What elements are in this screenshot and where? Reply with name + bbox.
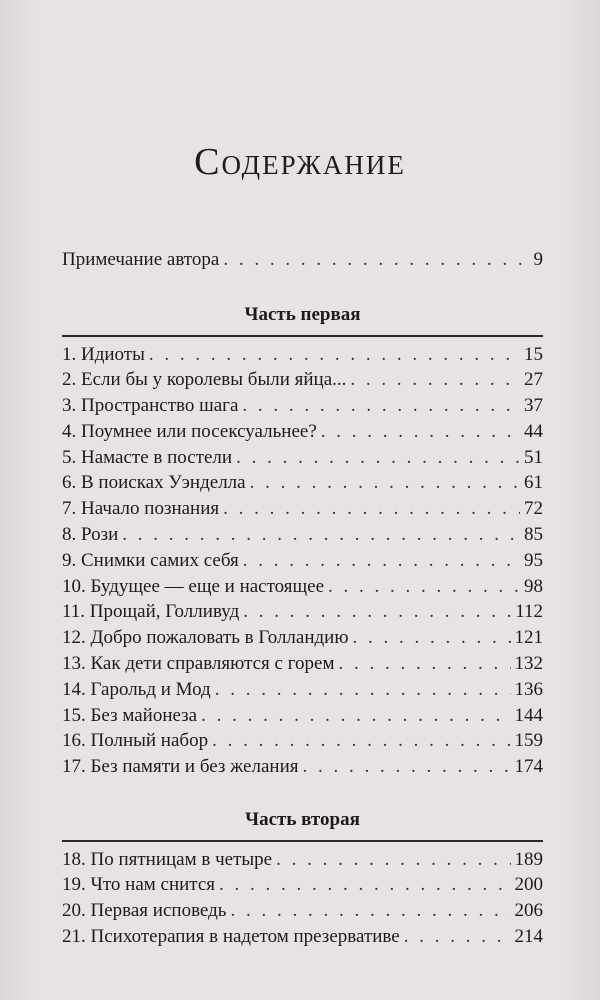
toc-part-1 <box>62 300 543 782</box>
toc-entry <box>62 344 543 370</box>
toc-entry-page: 95 <box>524 549 543 571</box>
toc-entry <box>62 421 543 447</box>
toc-entry-page: 200 <box>514 874 543 896</box>
toc-entry <box>62 498 543 524</box>
toc-entry-label: 5. Намасте в постели <box>62 446 233 468</box>
toc-entry-page: 174 <box>514 756 543 778</box>
toc-entry-label: 20. Первая исповедь <box>62 900 227 922</box>
toc-entry-page: 51 <box>524 446 543 468</box>
leader-dots <box>321 421 520 443</box>
toc-entry-page: 214 <box>514 925 543 947</box>
toc-entry <box>62 926 543 952</box>
page-title: Содержание <box>194 141 406 183</box>
toc-entry <box>62 395 543 421</box>
toc-entry-page: 98 <box>524 575 543 597</box>
part-heading: Часть вторая <box>245 809 360 830</box>
leader-dots <box>243 550 520 572</box>
toc-entry <box>62 705 543 731</box>
toc-entry <box>62 874 543 900</box>
toc-entry-page: 206 <box>514 900 543 922</box>
toc-entry-page: 37 <box>524 395 543 417</box>
toc-entry-label: 12. Добро пожаловать в Голландию <box>62 627 349 649</box>
toc-entry <box>62 447 543 473</box>
leader-dots <box>215 679 511 701</box>
toc-entry <box>62 849 543 875</box>
toc-entry-page: 189 <box>514 848 543 870</box>
toc-entry <box>62 369 543 395</box>
toc-list <box>62 849 543 952</box>
toc-entry <box>62 249 543 275</box>
toc-entry-label: 3. Пространство шага <box>62 395 239 417</box>
toc-entry-page: 44 <box>524 420 543 442</box>
leader-dots <box>353 627 511 649</box>
part-divider <box>62 335 543 337</box>
toc-intro <box>62 249 543 275</box>
toc-entry-label: 8. Рози <box>62 524 119 546</box>
toc-entry <box>62 472 543 498</box>
toc-entry-label: 17. Без памяти и без желания <box>62 756 299 778</box>
toc-entry-page: 144 <box>514 704 543 726</box>
toc-entry-label: 10. Будущее — еще и настоящее <box>62 575 325 597</box>
toc-entry <box>62 550 543 576</box>
toc-entry-page: 9 <box>533 249 543 270</box>
leader-dots <box>223 498 520 520</box>
leader-dots <box>250 472 520 494</box>
leader-dots <box>242 395 520 417</box>
leader-dots <box>149 344 520 366</box>
toc-entry-label: 19. Что нам снится <box>62 874 216 896</box>
leader-dots <box>212 730 510 752</box>
leader-dots <box>122 524 520 546</box>
toc-entry <box>62 601 543 627</box>
toc-entry-label: 4. Поумнее или посексуальнее? <box>62 420 317 442</box>
toc-entry <box>62 653 543 679</box>
toc-list <box>62 344 543 783</box>
leader-dots <box>328 576 520 598</box>
toc-entry-page: 112 <box>515 601 543 623</box>
leader-dots <box>302 756 510 778</box>
toc-entry-label: 2. Если бы у королевы были яйца... <box>62 369 347 391</box>
toc-entry <box>62 900 543 926</box>
leader-dots <box>243 601 511 623</box>
toc-entry-page: 136 <box>514 678 543 700</box>
toc-entry-page: 85 <box>524 524 543 546</box>
part-heading: Часть первая <box>244 304 361 325</box>
leader-dots <box>223 249 529 271</box>
toc-entry-page: 27 <box>524 369 543 391</box>
toc-entry-label: 7. Начало познания <box>62 498 220 520</box>
toc-entry-label: 18. По пятницам в четыре <box>62 848 273 870</box>
leader-dots <box>236 447 520 469</box>
toc-entry-label: 6. В поисках Уэнделла <box>62 472 246 494</box>
toc-entry-label: 16. Полный набор <box>62 730 209 752</box>
leader-dots <box>276 849 510 871</box>
toc-entry <box>62 524 543 550</box>
toc-entry-label: 11. Прощай, Голливуд <box>62 601 240 623</box>
toc-entry-label: 14. Гарольд и Мод <box>62 678 211 700</box>
toc-entry-page: 159 <box>514 730 543 752</box>
toc-entry-page: 132 <box>514 653 543 675</box>
toc-entry-label: 15. Без майонеза <box>62 704 198 726</box>
leader-dots <box>350 369 520 391</box>
toc-entry-page: 72 <box>524 498 543 520</box>
leader-dots <box>339 653 511 675</box>
toc-entry-page: 61 <box>524 472 543 494</box>
toc-entry-label: 13. Как дети справляются с горем <box>62 653 335 675</box>
toc-entry-page: 121 <box>514 627 543 649</box>
toc-entry-label: Примечание автора <box>62 249 220 270</box>
toc-entry <box>62 756 543 782</box>
part-divider <box>62 840 543 842</box>
toc-entry-page: 15 <box>524 343 543 365</box>
toc-entry-label: 9. Снимки самих себя <box>62 549 239 571</box>
leader-dots <box>404 926 511 948</box>
toc-entry <box>62 576 543 602</box>
toc-entry-label: 21. Психотерапия в надетом презервативе <box>62 925 400 947</box>
toc-entry-label: 1. Идиоты <box>62 343 145 365</box>
leader-dots <box>219 874 510 896</box>
toc-entry <box>62 679 543 705</box>
leader-dots <box>230 900 510 922</box>
leader-dots <box>201 705 510 727</box>
toc-entry <box>62 627 543 653</box>
toc-entry <box>62 730 543 756</box>
toc-part-2 <box>62 805 543 952</box>
